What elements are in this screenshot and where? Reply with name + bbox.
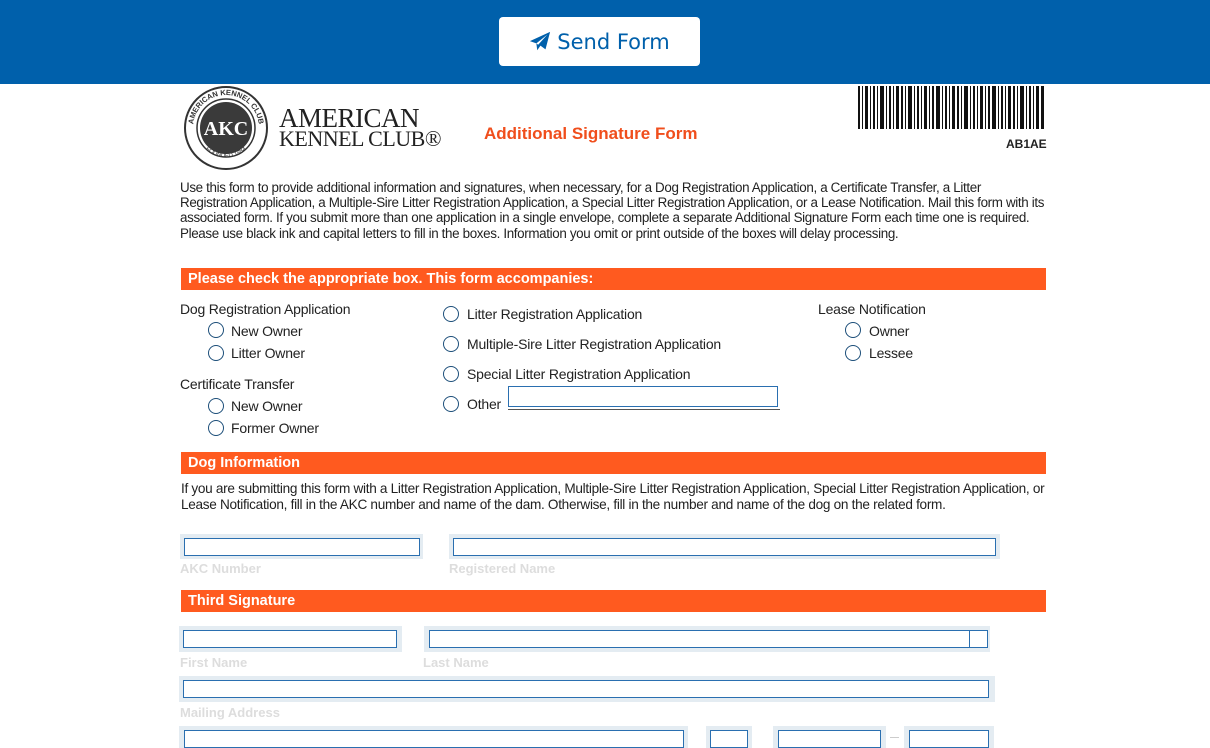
certificate-transfer-label: Certificate Transfer <box>180 376 295 392</box>
radio-dog-reg-new-owner[interactable] <box>208 322 224 338</box>
form-code: AB1AE <box>1006 137 1047 151</box>
brand-name-line2: KENNEL CLUB® <box>279 126 442 151</box>
radio-cert-new-owner[interactable] <box>208 398 224 414</box>
radio-special-litter[interactable] <box>443 366 459 382</box>
form-title: Additional Signature Form <box>484 124 698 143</box>
barcode-image <box>858 86 1044 129</box>
last-name-field[interactable] <box>429 630 970 648</box>
last-name-label: Last Name <box>423 655 489 670</box>
registered-name-label: Registered Name <box>449 561 556 576</box>
zip-ext-field[interactable] <box>909 730 989 748</box>
special-litter-label: Special Litter Registration Application <box>467 366 691 382</box>
radio-cert-former-owner[interactable] <box>208 420 224 436</box>
radio-multiple-sire[interactable] <box>443 336 459 352</box>
svg-text:AMERICAN KENNEL CLUB: AMERICAN KENNEL CLUB <box>186 87 266 125</box>
svg-text:AKC: AKC <box>203 118 249 140</box>
cert-new-owner-label: New Owner <box>231 398 303 414</box>
dog-information-text: If you are submitting this form with a Litter Registration Application, Multiple-Sire Litter Registration Application, Special Litter Registration Application, or Lease Notification, fill in the AKC number and name of the dam. Otherwise, fill in the number and name of the dog on the related form. <box>181 481 1045 512</box>
svg-text:FOUNDED 1884: FOUNDED 1884 <box>204 146 248 160</box>
radio-dog-reg-litter-owner[interactable] <box>208 345 224 361</box>
zip-field[interactable] <box>778 730 881 748</box>
mailing-address-label: Mailing Address <box>180 705 280 720</box>
lease-lessee-label: Lessee <box>869 345 913 361</box>
section-header-accompanies: Please check the appropriate box. This form accompanies: <box>181 268 1046 290</box>
multiple-sire-label: Multiple-Sire Litter Registration Application <box>467 336 722 352</box>
intro-text: Use this form to provide additional information and signatures, when necessary, for a Dog Registration Application, a Certificate Transfer, a Litter Registration Application, a Multiple-Sire Litter Registration Application, a Special Litter Registration Application, or a Lease Notification. Mail this form with its associated form. If you submit more than one application in a single envelope, complete a separate Additional Signature Form each time one is required. Please use black ink and capital letters to fill in the boxes. Information you omit or print outside of the boxes will delay processing. <box>180 180 1045 241</box>
mailing-address-field[interactable] <box>183 680 989 698</box>
other-label: Other <box>467 396 502 412</box>
city-field[interactable] <box>184 730 684 748</box>
section-header-third-signature: Third Signature <box>181 590 1046 612</box>
radio-lease-lessee[interactable] <box>845 345 861 361</box>
dog-registration-label: Dog Registration Application <box>180 301 351 317</box>
akc-number-field[interactable] <box>184 538 420 556</box>
litter-registration-label: Litter Registration Application <box>467 306 643 322</box>
registered-name-field[interactable] <box>453 538 996 556</box>
radio-litter-registration[interactable] <box>443 306 459 322</box>
brand-name-line1: AMERICAN <box>279 103 420 133</box>
section-header-dog-information: Dog Information <box>181 452 1046 474</box>
send-form-button[interactable] <box>499 17 700 66</box>
lease-owner-label: Owner <box>869 323 910 339</box>
top-toolbar <box>0 0 1210 84</box>
first-name-label: First Name <box>180 655 248 670</box>
state-field[interactable] <box>710 730 748 748</box>
dog-reg-litter-owner-label: Litter Owner <box>231 345 305 361</box>
akc-number-label: AKC Number <box>180 561 261 576</box>
radio-other[interactable] <box>443 396 459 412</box>
radio-lease-owner[interactable] <box>845 322 861 338</box>
other-text-field[interactable] <box>508 386 778 407</box>
last-name-suffix-field[interactable] <box>969 630 988 648</box>
other-underline <box>508 409 780 410</box>
dog-reg-new-owner-label: New Owner <box>231 323 303 339</box>
zip-dash <box>890 737 899 738</box>
lease-notification-label: Lease Notification <box>818 301 926 317</box>
send-form-label: Send Form <box>557 29 670 54</box>
cert-former-owner-label: Former Owner <box>231 420 319 436</box>
akc-seal-logo <box>183 85 269 171</box>
paper-plane-icon <box>529 31 551 53</box>
first-name-field[interactable] <box>183 630 397 648</box>
